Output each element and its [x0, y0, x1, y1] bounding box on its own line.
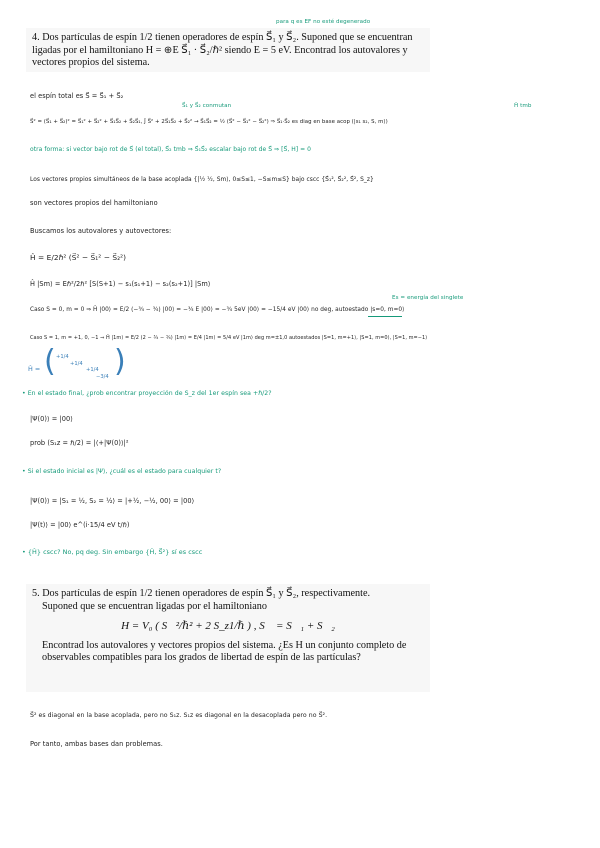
- matrix-cell: +1/4: [70, 361, 83, 367]
- note-hamiltonian-form: Ĥ = E/2ℏ² (S⃗² − S⃗₁² − S⃗₂²): [30, 253, 127, 262]
- note-cscc: • {Ĥ} cscc? No, pq deg. Sin embargo {Ĥ, S⃗²} sí es cscc: [22, 548, 203, 556]
- note-case-s0: Caso S = 0, m = 0 ⇒ Ĥ |00⟩ = E/2 (−¾ − ¾) |00⟩ = −¾ E |00⟩ = −¾ 5eV |00⟩ = −15/4 eV |00⟩ no deg, autoestado |s=0, m=0⟩: [30, 307, 405, 313]
- problem-5-text-2: Suponed que se encuentran ligadas por el hamiltoniano: [42, 600, 267, 612]
- note-search-eigenvalues: Buscamos los autovalores y autovectores:: [30, 227, 172, 235]
- annotation-singlet-energy: Es = energía del singlete: [392, 295, 464, 301]
- note-psi-t: |Ψ(t)⟩ = |00⟩ e^(i·15/4 eV t/ℏ): [30, 521, 130, 529]
- problem-4-box: [26, 28, 430, 72]
- matrix-right-bracket: ): [114, 344, 126, 379]
- matrix-cell: +1/4: [86, 367, 99, 373]
- note-final-state-question: • En el estado final, ¿prob encontrar proyección de S_z del 1er espín sea +ℏ/2?: [22, 390, 272, 397]
- note-probability: prob (S₁z = ℏ/2) = |⟨+|Ψ(0)⟩|²: [30, 439, 129, 447]
- problem-5-box: [26, 584, 430, 692]
- note5-diagonal: S⃗² es diagonal en la base acoplada, pero no S₁z. S₁z es diagonal en la desacoplada pero no S⃗².: [30, 712, 328, 719]
- problem-4-number: 4.: [32, 32, 40, 43]
- matrix-label: Ĥ =: [28, 365, 41, 373]
- annotation-not-degenerate: para q es EF no esté degenerado: [276, 19, 371, 25]
- annotation-h-tmb: Ĥ tmb: [514, 103, 532, 109]
- note-hamiltonian-action: Ĥ |Sm⟩ = Eℏ²/2ℏ² [S(S+1) − s₁(s₁+1) − s₂(s₂+1)] |Sm⟩: [30, 280, 211, 288]
- note-total-spin: el espín total es S⃗ = S⃗₁ + S⃗₂: [30, 92, 124, 100]
- matrix-left-bracket: (: [44, 344, 56, 379]
- note-initial-state: |Ψ(0)⟩ = |S₁ = ½, S₂ = ½⟩ = |+½, −½, 00⟩ = |00⟩: [30, 497, 195, 505]
- note-simultaneous-vectors: Los vectores propios simultáneos de la base acoplada {|½ ½, Sm⟩, 0≤S≤1, −S≤m≤S} bajo cscc {S⃗₁², S⃗₂², S⃗², S_z}: [30, 177, 374, 183]
- note-hamiltonian-eigenvectors: son vectores propios del hamiltoniano: [30, 199, 158, 207]
- note-psi-zero: |Ψ(0)⟩ = |00⟩: [30, 415, 73, 423]
- matrix-cell: −3/4: [96, 374, 109, 380]
- problem-5-text-1: Dos partículas de espín 1/2 tienen operadores de espín S⃗₁ y S⃗₂, respectivamente.: [42, 588, 371, 599]
- note-time-evolution-question: • Si el estado inicial es |Ψ⟩, ¿cuál es el estado para cualquier t?: [22, 468, 222, 475]
- note-case-s1: Caso S = 1, m = +1, 0, −1 ⇒ Ĥ |1m⟩ = E/2 (2 − ¾ − ¾) |1m⟩ = E/4 |1m⟩ = 5/4 eV |1m⟩ deg m=±1,0 autoestados |S=1, m=+1⟩, |S=1, m=0⟩, |S=1, m=−1⟩: [30, 335, 428, 341]
- note5-conclusion: Por tanto, ambas bases dan problemas.: [30, 740, 163, 748]
- problem-5-number: 5.: [32, 588, 40, 599]
- problem-5-text-3: Encontrad los autovalores y vectores propios del sistema. ¿Es H un conjunto completo de observables compatibles para los grados de libertad de espín de las partículas?: [42, 639, 407, 664]
- problem-4-text: Dos partículas de espín 1/2 tienen operadores de espín S⃗₁ y S⃗₂. Suponed que se encuentran ligadas por el hamiltoniano H = ⊕E S⃗₁ · S⃗₂/ℏ² siendo E = 5 eV. Encontrad los autovalores y vectores propios del sistema.: [32, 32, 413, 69]
- note-other-form: otra forma: si vector bajo rot de S⃗ (el total), S⃗₂ tmb ⇒ S⃗₁S⃗₂ escalar bajo rot de S⃗ ⇒ [S⃗, H] = 0: [30, 146, 312, 153]
- matrix-cell: +1/4: [56, 354, 69, 360]
- annotation-commute: S⃗₁ y S⃗₂ conmutan: [182, 103, 232, 109]
- note-s-squared: S⃗² = (S⃗₁ + S⃗₂)² = S⃗₁² + S⃗₂² + S⃗₁S⃗₂ + S⃗₂S⃗₁, Ĵ S⃗² + 2S⃗₁S⃗₂ + S⃗₂² → S⃗₁S⃗₂ = ½ (S⃗² − S⃗₁² − S⃗₂²) ⇒ S⃗₁·S⃗₂ es diag en base acop (|s₁ s₂, S, m⟩): [30, 119, 388, 125]
- problem-5-formula: H = V₀ ( S⃗²/ℏ² + 2 S_z1/ℏ ) , S⃗ = S⃗₁ + S⃗₂: [121, 620, 335, 633]
- underline-singlet: [368, 316, 402, 317]
